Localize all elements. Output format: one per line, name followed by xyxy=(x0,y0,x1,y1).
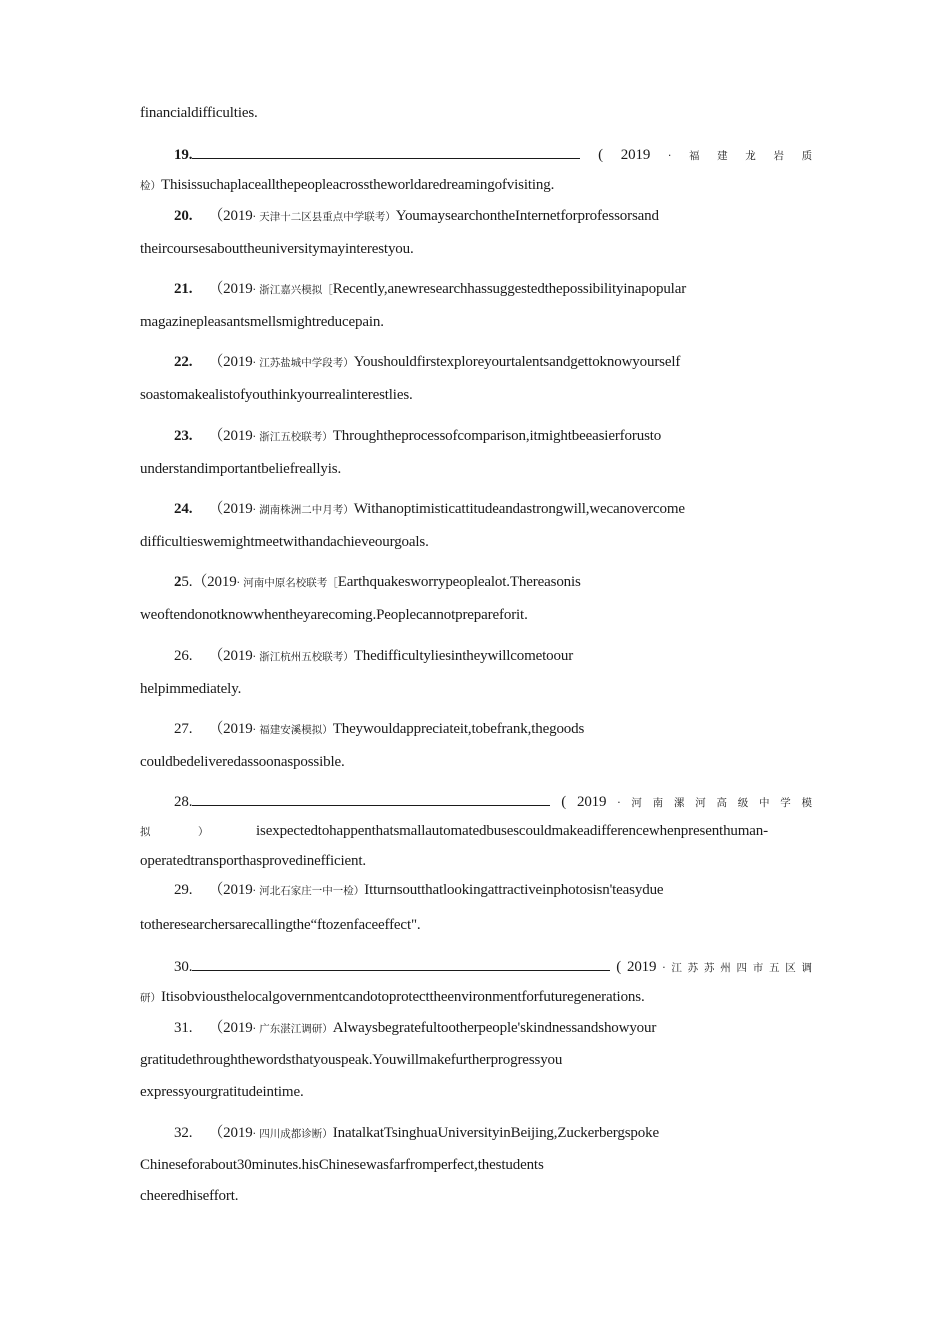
question-28-continuation-2: operatedtransporthasprovedinefficient. xyxy=(140,853,367,869)
question-20-continuation: theircoursesabouttheuniversitymayinterestyou. xyxy=(140,241,414,257)
source-char: 江 xyxy=(671,962,682,974)
question-number: 24. xyxy=(174,501,193,517)
source-char: 福 xyxy=(688,150,700,162)
question-26-continuation: helpimmediately. xyxy=(140,681,242,697)
source-char: 苏 xyxy=(703,962,715,974)
question-text: Recently,anewresearchhassuggestedthepossibilityinapopular xyxy=(332,281,687,297)
source-label: · 浙江五校联考） xyxy=(252,431,333,443)
source-char: · xyxy=(662,962,666,974)
source-char: 中 xyxy=(759,797,770,809)
question-19-continuation xyxy=(140,175,812,196)
source-year: （2019 xyxy=(208,648,253,664)
question-20 xyxy=(174,206,812,227)
source-char: 调 xyxy=(801,962,812,974)
source-year: （2019 xyxy=(208,354,253,370)
source-char: ( xyxy=(598,147,603,163)
question-number: 27. xyxy=(174,721,193,737)
question-text: Thedifficultyliesintheywillcometoour xyxy=(353,648,574,664)
source-char: 南 xyxy=(652,797,664,809)
source-label: · 浙江杭州五校联考） xyxy=(252,651,354,663)
question-number: 22. xyxy=(174,354,193,370)
question-text: Itturnsoutthatlookingattractiveinphotosisn'teasydue xyxy=(364,882,664,898)
question-27 xyxy=(174,719,812,740)
source-char: ( xyxy=(616,959,622,975)
source-char: 学 xyxy=(780,797,791,809)
question-30 xyxy=(174,956,812,978)
question-31-continuation: gratitudethroughthewordsthatyouspeak.Youwillmakefurtherprogressyou xyxy=(140,1052,563,1068)
question-32-continuation: Chineseforabout30minutes.hisChinesewasfarfromperfect,thestudents xyxy=(140,1157,544,1173)
question-text: Thisissuchaplaceallthepeopleacrosstheworldaredreamingofvisiting. xyxy=(161,177,555,193)
question-25-continuation: weoftendonotknowwhentheyarecoming.Peoplecannotprepareforit. xyxy=(140,607,528,623)
source-char: 州 xyxy=(720,962,731,974)
question-31-continuation-2: expressyourgratitudeintime. xyxy=(140,1084,304,1100)
question-23-continuation: understandimportantbeliefreallyis. xyxy=(140,461,342,477)
source-label: · 福建安溪模拟） xyxy=(252,724,333,736)
source-char: 质 xyxy=(801,150,812,162)
question-number: 23. xyxy=(174,428,193,444)
source-label: · 河南中原名校联考［ xyxy=(236,577,338,589)
question-text: Earthquakesworrypeoplealot.Thereasonis xyxy=(337,574,581,590)
source-char: 河 xyxy=(695,797,706,809)
question-22 xyxy=(174,352,812,373)
question-text: Theywouldappreciateit,tobefrank,thegoods xyxy=(332,721,585,737)
question-31 xyxy=(174,1018,812,1039)
source-label: 研） xyxy=(140,992,161,1004)
source-label: · 广东湛江调研） xyxy=(252,1023,333,1035)
source-year: 2019 xyxy=(620,147,651,163)
question-number: 20. xyxy=(174,208,193,224)
source-label: · 四川成都诊断） xyxy=(252,1128,333,1140)
source-year: （2019 xyxy=(208,428,253,444)
source-char: 区 xyxy=(785,962,796,974)
source-char: 龙 xyxy=(745,150,756,162)
question-text: Alwaysbegratefultootherpeople'skindnessandshowyour xyxy=(332,1020,657,1036)
question-29 xyxy=(174,880,812,901)
question-number: 29. xyxy=(174,882,193,898)
question-text: Youshouldfirstexploreyourtalentsandgettoknowyourself xyxy=(353,354,681,370)
source-label: 检） xyxy=(140,180,161,192)
question-28-continuation xyxy=(140,821,812,842)
question-24 xyxy=(174,499,812,520)
question-text: Itisobviousthelocalgovernmentcandotoprotecttheenvironmentforfuturegenerations. xyxy=(161,989,645,1005)
question-number: 21. xyxy=(174,281,193,297)
source-char: 高 xyxy=(716,797,727,809)
question-32 xyxy=(174,1123,812,1144)
question-number: 26. xyxy=(174,648,193,664)
source-char: 苏 xyxy=(687,962,699,974)
source-char: 级 xyxy=(737,797,749,809)
question-30-continuation xyxy=(140,987,812,1008)
source-year: （2019 xyxy=(208,501,253,517)
source-label: · 江苏盐城中学段考） xyxy=(252,357,354,369)
source-label: · 河北石家庄一中一检） xyxy=(252,885,365,897)
question-text: Throughtheprocessofcomparison,itmightbeeasierforusto xyxy=(332,428,662,444)
source-char: 建 xyxy=(717,150,728,162)
question-number: 28. xyxy=(174,794,193,810)
question-number: 19. xyxy=(174,147,193,163)
question-26 xyxy=(174,646,812,667)
source-char: · xyxy=(617,797,621,809)
source-char: 岩 xyxy=(773,150,784,162)
question-28 xyxy=(174,791,812,813)
question-24-continuation: difficultieswemightmeetwithandachieveourgoals. xyxy=(140,534,429,550)
source-char: 拟 xyxy=(140,826,151,838)
source-label: · 浙江嘉兴模拟［ xyxy=(252,284,333,296)
question-number: 32. xyxy=(174,1125,193,1141)
source-year: （2019 xyxy=(208,208,253,224)
source-label: · 天津十二区县重点中学联考） xyxy=(252,211,396,223)
question-number: 31. xyxy=(174,1020,193,1036)
question-21-continuation: magazinepleasantsmellsmightreducepain. xyxy=(140,314,384,330)
source-label: · 湖南株洲二中月考） xyxy=(252,504,354,516)
source-char: ( xyxy=(561,794,567,810)
source-char: ） xyxy=(198,826,209,838)
source-char: 市 xyxy=(752,962,764,974)
question-text: InatalkatTsinghuaUniversityinBeijing,Zuckerbergspoke xyxy=(332,1125,659,1141)
source-char: 河 xyxy=(631,797,642,809)
source-year: （2019 xyxy=(208,1125,253,1141)
question-25 xyxy=(174,572,812,593)
question-22-continuation: soastomakealistofyouthinkyourrealinterestlies. xyxy=(140,387,413,403)
question-text: Withanoptimisticattitudeandastrongwill,wecanovercome xyxy=(353,501,685,517)
source-char: 五 xyxy=(769,962,780,974)
answer-blank xyxy=(192,791,550,806)
question-number: 2 xyxy=(174,574,182,590)
question-27-continuation: couldbedeliveredassoonaspossible. xyxy=(140,754,345,770)
source-year: （2019 xyxy=(192,574,237,590)
text-line: financialdifficulties. xyxy=(140,105,258,121)
source-year: （2019 xyxy=(208,882,253,898)
source-year: 2019 xyxy=(626,959,657,975)
question-number: 30. xyxy=(174,959,193,975)
question-text: isexpectedtohappenthatsmallautomatedbusescouldmakeadifferencewhenpresenthuman- xyxy=(256,823,768,839)
source-char: 漯 xyxy=(673,797,685,809)
source-char: 四 xyxy=(736,962,747,974)
source-char: · xyxy=(667,150,672,162)
question-number-rest: 5. xyxy=(181,574,193,590)
question-23 xyxy=(174,426,812,447)
source-year: （2019 xyxy=(208,281,253,297)
question-text: YoumaysearchontheInternetforprofessorsand xyxy=(395,208,659,224)
question-19 xyxy=(174,144,812,166)
source-year: （2019 xyxy=(208,721,253,737)
source-year: （2019 xyxy=(208,1020,253,1036)
answer-blank xyxy=(192,144,580,159)
source-char: 模 xyxy=(801,797,812,809)
question-29-continuation: totheresearchersarecallingthe“ftozenfaceeffect". xyxy=(140,917,421,933)
question-32-continuation-2: cheeredhiseffort. xyxy=(140,1188,239,1204)
source-year: 2019 xyxy=(576,794,607,810)
question-21 xyxy=(174,279,812,300)
answer-blank xyxy=(192,956,610,971)
